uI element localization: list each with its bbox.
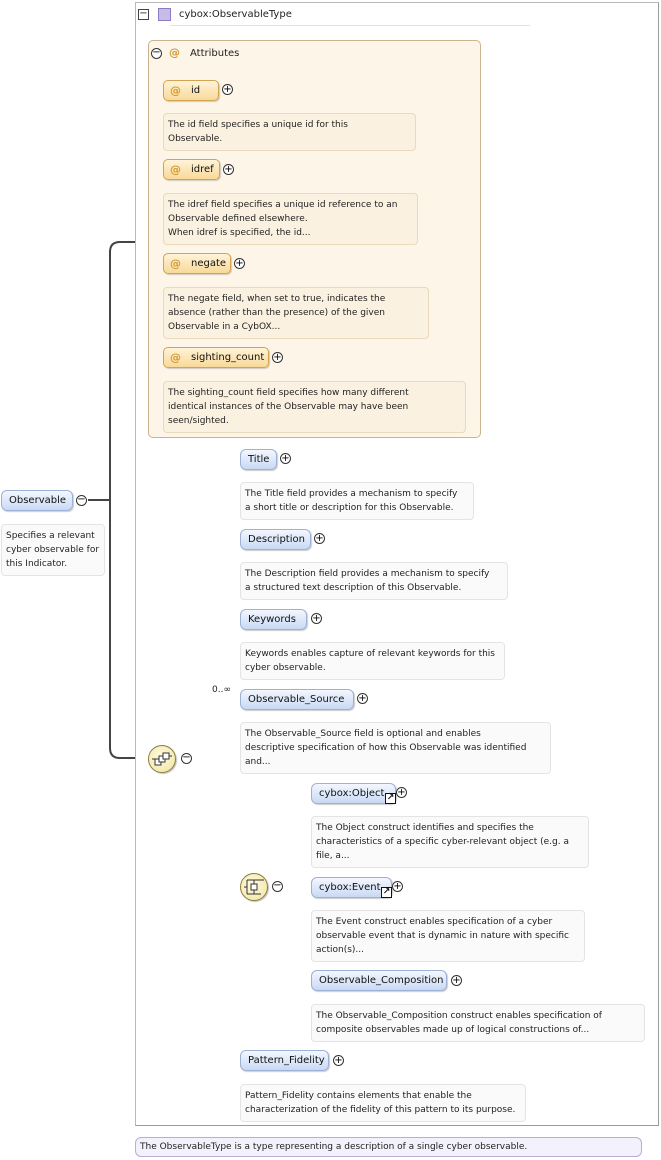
expand-pattern-fidelity-icon[interactable]: + bbox=[334, 1055, 343, 1066]
element-label: cybox:Event bbox=[319, 882, 381, 893]
attributes-at-icon: @ bbox=[169, 46, 180, 59]
element-cybox-event-note: The Event construct enables specification of a cyber observable event that is dynamic in nature with specific action(s)... bbox=[311, 910, 585, 962]
root-element-label: Observable bbox=[9, 495, 67, 506]
element-label: Title bbox=[248, 454, 270, 465]
element-label: Observable_Composition bbox=[319, 975, 444, 986]
attribute-at-icon: @ bbox=[170, 163, 181, 176]
attribute-at-icon: @ bbox=[170, 84, 181, 97]
attribute-id[interactable] bbox=[163, 80, 219, 101]
sequence-compositor-icon[interactable] bbox=[148, 745, 176, 773]
element-label: cybox:Object bbox=[319, 788, 385, 799]
attribute-idref-note: The idref field specifies a unique id reference to an Observable defined elsewhere. When idref is specified, the id... bbox=[163, 193, 418, 245]
reference-arrow-icon: ↗ bbox=[382, 887, 391, 897]
type-header bbox=[158, 8, 292, 21]
attribute-negate[interactable] bbox=[163, 253, 231, 274]
choice-compositor-icon[interactable] bbox=[240, 873, 268, 901]
element-keywords-note: Keywords enables capture of relevant keywords for this cyber observable. bbox=[240, 642, 505, 680]
element-keywords[interactable] bbox=[240, 609, 307, 630]
attribute-idref[interactable] bbox=[163, 159, 220, 180]
expand-cybox-event-icon[interactable]: + bbox=[393, 881, 402, 892]
attribute-at-icon: @ bbox=[170, 351, 181, 364]
attribute-label: negate bbox=[191, 258, 227, 269]
complex-type-icon bbox=[158, 8, 171, 21]
reference-arrow-icon: ↗ bbox=[386, 793, 395, 803]
expand-title-icon[interactable]: + bbox=[281, 453, 290, 464]
element-label: Pattern_Fidelity bbox=[248, 1055, 325, 1066]
element-pattern-fidelity[interactable] bbox=[240, 1050, 329, 1071]
collapse-type-icon[interactable]: − bbox=[139, 8, 148, 19]
element-label: Keywords bbox=[248, 614, 296, 625]
root-element-observable[interactable] bbox=[1, 490, 73, 511]
element-title[interactable] bbox=[240, 449, 277, 470]
expand-observable-composition-icon[interactable]: + bbox=[452, 975, 461, 986]
expand-negate-icon[interactable]: + bbox=[235, 258, 244, 269]
collapse-choice-icon[interactable]: − bbox=[273, 880, 282, 891]
expand-description-icon[interactable]: + bbox=[315, 533, 324, 544]
element-label: Description bbox=[248, 534, 305, 545]
type-title: cybox:ObservableType bbox=[179, 9, 292, 20]
element-observable-source-note: The Observable_Source field is optional and enables descriptive specification of how this Observable was identified and... bbox=[240, 722, 551, 774]
attribute-sighting-count-note: The sighting_count field specifies how many different identical instances of the Observable may have been seen/sighted. bbox=[163, 381, 466, 433]
sequence-glyph bbox=[152, 751, 172, 767]
expand-keywords-icon[interactable]: + bbox=[312, 613, 321, 624]
choice-glyph bbox=[244, 877, 264, 897]
element-label: Observable_Source bbox=[248, 694, 345, 705]
attribute-label: sighting_count bbox=[191, 352, 265, 363]
element-description[interactable] bbox=[240, 529, 311, 550]
element-observable-composition-note: The Observable_Composition construct enables specification of composite observables made up of logical constructions of... bbox=[311, 1004, 645, 1042]
element-description-note: The Description field provides a mechanism to specify a structured text description of this Observable. bbox=[240, 562, 508, 600]
root-note: Specifies a relevant cyber observable for this Indicator. bbox=[1, 524, 105, 576]
expand-cybox-object-icon[interactable]: + bbox=[397, 787, 406, 798]
element-cybox-event[interactable] bbox=[311, 877, 392, 898]
element-cybox-object-note: The Object construct identifies and specifies the characteristics of a specific cyber-relevant object (e.g. a file, a... bbox=[311, 816, 589, 868]
attribute-label: id bbox=[191, 85, 201, 96]
collapse-sequence-icon[interactable]: − bbox=[182, 752, 191, 763]
element-observable-composition[interactable] bbox=[311, 970, 447, 991]
type-header-divider bbox=[170, 25, 530, 26]
attribute-id-note: The id field specifies a unique id for this Observable. bbox=[163, 113, 416, 151]
attributes-header: Attributes bbox=[190, 48, 240, 59]
element-cybox-object[interactable] bbox=[311, 783, 396, 804]
expand-idref-icon[interactable]: + bbox=[224, 164, 233, 175]
attribute-sighting-count[interactable] bbox=[163, 347, 269, 368]
collapse-root-icon[interactable]: − bbox=[77, 494, 86, 505]
attribute-label: idref bbox=[191, 164, 214, 175]
expand-sighting-count-icon[interactable]: + bbox=[273, 352, 282, 363]
attribute-at-icon: @ bbox=[170, 257, 181, 270]
expand-observable-source-icon[interactable]: + bbox=[358, 693, 367, 704]
attribute-negate-note: The negate field, when set to true, indicates the absence (rather than the presence) of the given Observable in a CybOX... bbox=[163, 287, 429, 339]
collapse-attributes-icon[interactable]: − bbox=[152, 47, 161, 58]
element-observable-source[interactable] bbox=[240, 689, 354, 710]
type-note: The ObservableType is a type representing a description of a single cyber observable. bbox=[135, 1137, 642, 1157]
expand-id-icon[interactable]: + bbox=[223, 84, 232, 95]
element-title-note: The Title field provides a mechanism to specify a short title or description for this Observable. bbox=[240, 482, 474, 520]
element-pattern-fidelity-note: Pattern_Fidelity contains elements that enable the characterization of the fidelity of this pattern to its purpose. bbox=[240, 1084, 526, 1122]
observable-source-cardinality: 0..∞ bbox=[212, 685, 231, 695]
